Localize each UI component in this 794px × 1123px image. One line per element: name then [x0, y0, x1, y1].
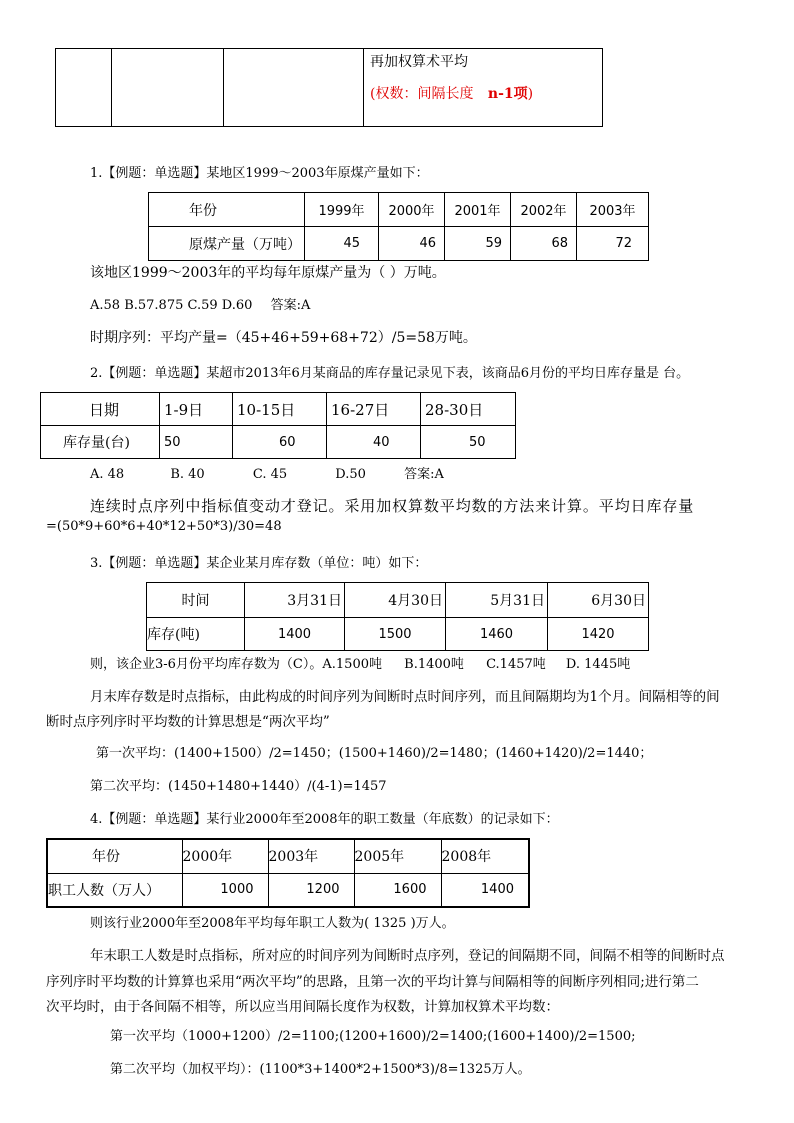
q3-question — [90, 653, 630, 672]
q2-table — [40, 392, 516, 459]
q3-header: 3月31日 — [245, 583, 345, 618]
q4-header: 2003年 — [268, 839, 354, 873]
q1-header-1999: 1999年 — [305, 193, 379, 227]
q3-title: 3.【例题：单选题】某企业某月库存数（单位：吨）如下： — [90, 556, 428, 571]
q2-answer: 答案:A — [404, 467, 444, 482]
top-table-method-cell — [364, 49, 603, 127]
q1-question: 该地区1999～2003年的平均每年原煤产量为（ ）万吨。 — [90, 265, 446, 281]
q3-value: 1460 — [446, 618, 548, 651]
q2-header: 16-27日 — [327, 393, 421, 426]
q1-value: 72 — [577, 227, 649, 261]
q3-row-label: 库存(吨) — [147, 618, 245, 651]
q3-header: 5月31日 — [446, 583, 548, 618]
q3-explain-1: 月末库存数是时点指标，由此构成的时间序列为间断时点时间序列，而且间隔期均为1个月。间隔相等的间 — [90, 689, 720, 705]
q3-header-time: 时间 — [147, 583, 245, 618]
q2-explain-2: =(50*9+60*6+40*12+50*3)/30=48 — [46, 519, 282, 534]
q1-table — [148, 192, 649, 261]
q2-title: 2.【例题：单选题】某超市2013年6月某商品的库存量记录见下表，该商品6月份的平均日库存量是 台。 — [90, 366, 690, 381]
q1-value: 59 — [445, 227, 511, 261]
q1-header-2002: 2002年 — [511, 193, 577, 227]
q3-value: 1400 — [245, 618, 345, 651]
q2-explain-1: 连续时点序列中指标值变动才登记。采用加权算数平均数的方法来计算。平均日库存量 — [90, 497, 695, 515]
q3-question-prefix: 则，该企业3-6月份平均库存数为（C）。 — [90, 657, 323, 672]
q3-header: 4月30日 — [345, 583, 446, 618]
q4-header-year: 年份 — [47, 839, 182, 873]
q2-option-b: B. 40 — [170, 467, 205, 482]
q1-header-2000: 2000年 — [379, 193, 445, 227]
q1-options-text: A.58 B.57.875 C.59 D.60 — [90, 298, 253, 313]
q3-option-a: A.1500吨 — [322, 657, 382, 672]
q2-row-label: 库存量(台) — [41, 426, 160, 459]
q4-explain-2: 序列序时平均数的计算算也采用“两次平均”的思路，且第一次的平均计算与间隔相等的间断序列相同;进行第二 — [46, 974, 699, 990]
q4-second-average: 第二次平均（加权平均）：(1100*3+1400*2+1500*3)/8=1325万人。 — [110, 1062, 531, 1077]
q3-value: 1420 — [548, 618, 649, 651]
method-line-2 — [370, 83, 596, 103]
q4-explain-1: 年末职工人数是时点指标，所对应的时间序列为间断时点序列，登记的间隔期不同，间隔不相等的间断时点 — [90, 948, 725, 964]
q3-value: 1500 — [345, 618, 446, 651]
q1-header-year: 年份 — [149, 193, 305, 227]
q4-title: 4.【例题：单选题】某行业2000年至2008年的职工数量（年底数）的记录如下： — [90, 812, 559, 827]
q4-value: 1600 — [354, 873, 441, 907]
q3-table — [146, 582, 649, 651]
weight-suffix: ) — [527, 86, 534, 102]
q4-header: 2008年 — [441, 839, 529, 873]
q2-option-c: C. 45 — [252, 467, 288, 482]
weight-prefix: (权数：间隔长度 — [370, 86, 474, 102]
q1-explain: 时期序列：平均产量=（45+46+59+68+72）/5=58万吨。 — [90, 330, 477, 346]
q4-header: 2005年 — [354, 839, 441, 873]
q3-option-d: D. 1445吨 — [565, 657, 631, 672]
q1-answer: 答案:A — [270, 298, 311, 313]
q2-header: 28-30日 — [421, 393, 516, 426]
q4-question: 则该行业2000年至2008年平均每年职工人数为( 1325 )万人。 — [90, 916, 455, 931]
q4-row-label: 职工人数（万人） — [47, 873, 182, 907]
q3-explain-2: 断时点序列序时平均数的计算思想是“两次平均” — [46, 714, 330, 730]
q2-option-a: A. 48 — [90, 467, 125, 482]
q2-header-date: 日期 — [41, 393, 160, 426]
q1-row-label: 原煤产量（万吨） — [149, 227, 305, 261]
top-table-cell — [224, 49, 364, 127]
q2-value: 50 — [160, 426, 233, 459]
q1-value: 68 — [511, 227, 577, 261]
q3-header: 6月30日 — [548, 583, 649, 618]
q4-value: 1200 — [268, 873, 354, 907]
q2-option-d: D.50 — [335, 467, 366, 482]
q3-option-c: C.1457吨 — [486, 657, 546, 672]
q2-value: 40 — [327, 426, 421, 459]
q1-options — [90, 294, 310, 313]
q4-table — [46, 838, 530, 908]
q1-value: 45 — [305, 227, 379, 261]
method-line-1: 再加权算术平均 — [370, 54, 468, 70]
weight-bold: n-1项 — [487, 86, 528, 102]
q4-value: 1000 — [182, 873, 268, 907]
q2-header: 10-15日 — [233, 393, 327, 426]
q2-value: 50 — [421, 426, 516, 459]
q4-explain-3: 次平均时，由于各间隔不相等，所以应当用间隔长度作为权数，计算加权算术平均数： — [46, 999, 559, 1015]
q1-header-2001: 2001年 — [445, 193, 511, 227]
q3-first-average: 第一次平均：(1400+1500）/2=1450；(1500+1460)/2=1480；(1460+1420)/2=1440； — [96, 746, 653, 761]
top-table-cell — [56, 49, 112, 127]
q1-title: 1.【例题：单选题】某地区1999～2003年原煤产量如下： — [90, 166, 429, 181]
q4-value: 1400 — [441, 873, 529, 907]
q2-options — [90, 463, 444, 482]
q4-first-average: 第一次平均（1000+1200）/2=1100;(1200+1600)/2=1400;(1600+1400)/2=1500; — [110, 1029, 636, 1044]
q2-header: 1-9日 — [160, 393, 233, 426]
q1-header-2003: 2003年 — [577, 193, 649, 227]
q2-value: 60 — [233, 426, 327, 459]
top-table — [55, 48, 603, 127]
q4-header: 2000年 — [182, 839, 268, 873]
q3-second-average: 第二次平均：(1450+1480+1440）/(4-1)=1457 — [90, 779, 387, 794]
top-table-cell — [112, 49, 224, 127]
q3-option-b: B.1400吨 — [404, 657, 464, 672]
q1-value: 46 — [379, 227, 445, 261]
